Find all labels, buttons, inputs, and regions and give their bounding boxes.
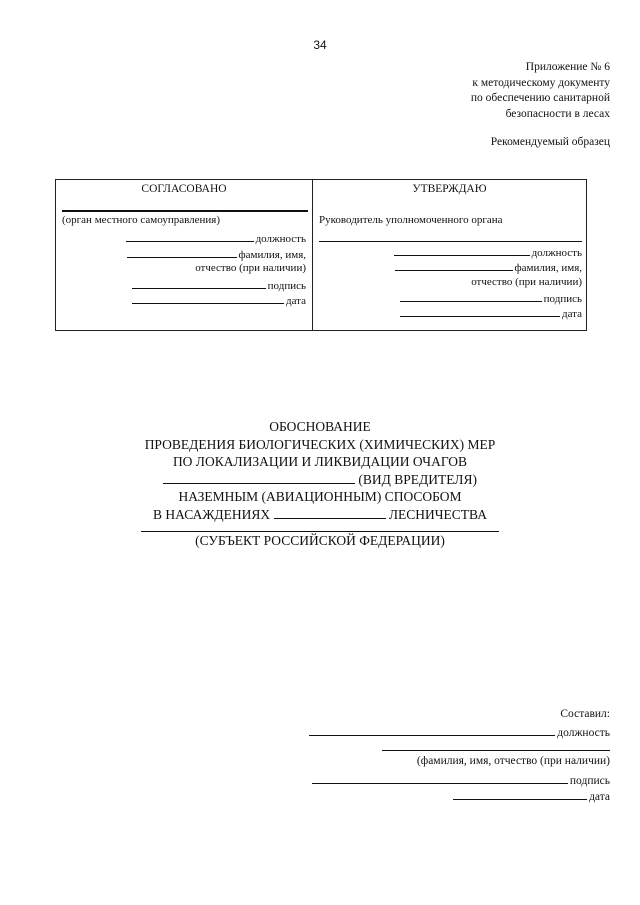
name-label: фамилия, имя, xyxy=(514,262,582,274)
forestry-suffix: ЛЕСНИЧЕСТВА xyxy=(388,506,487,522)
date-field xyxy=(453,789,610,803)
approved-column xyxy=(313,180,586,330)
page-number: 34 xyxy=(313,38,327,52)
name-label: фамилия, имя, xyxy=(238,249,306,261)
date-label: дата xyxy=(285,295,306,307)
title-line: ОБОСНОВАНИЕ xyxy=(269,419,371,434)
sample-label: Рекомендуемый образец xyxy=(490,136,610,148)
date-label: дата xyxy=(561,308,582,320)
pest-type-label: (ВИД ВРЕДИТЕЛЯ) xyxy=(358,471,477,487)
agreed-header: СОГЛАСОВАНО xyxy=(141,183,227,195)
forestry-line xyxy=(0,506,640,524)
org-caption: (орган местного самоуправления) xyxy=(62,214,221,226)
position-field xyxy=(309,725,610,739)
date-field xyxy=(132,293,306,307)
position-field xyxy=(126,231,306,245)
name-line xyxy=(382,750,610,751)
signature-field xyxy=(400,291,582,305)
signature-field xyxy=(132,278,306,292)
subject-blank-line xyxy=(141,523,499,532)
org-line xyxy=(62,210,308,212)
signature-field xyxy=(312,773,610,787)
appendix-line: Приложение № 6 xyxy=(525,61,610,73)
forestry-prefix: В НАСАЖДЕНИЯХ xyxy=(153,506,271,522)
title-line: НАЗЕМНЫМ (АВИАЦИОННЫМ) СПОСОБОМ xyxy=(178,489,462,504)
appendix-heading xyxy=(471,60,610,122)
name-label: (фамилия, имя, отчество (при наличии) xyxy=(416,755,610,767)
title-line: ПО ЛОКАЛИЗАЦИИ И ЛИКВИДАЦИИ ОЧАГОВ xyxy=(172,454,468,469)
name-label-cont: отчество (при наличии) xyxy=(471,276,582,288)
appendix-line: безопасности в лесах xyxy=(505,107,610,120)
head-line xyxy=(319,241,582,242)
head-caption: Руководитель уполномоченного органа xyxy=(319,214,503,226)
subject-label: (СУБЪЕКТ РОССИЙСКОЙ ФЕДЕРАЦИИ) xyxy=(195,533,445,548)
position-field xyxy=(394,245,582,259)
compiled-by-label: Составил: xyxy=(560,708,610,720)
signature-label: подпись xyxy=(569,775,610,787)
name-field xyxy=(127,247,306,261)
date-field xyxy=(400,306,582,320)
pest-type-line xyxy=(0,471,640,489)
name-label-cont: отчество (при наличии) xyxy=(195,262,306,274)
position-label: должность xyxy=(255,233,306,245)
signature-label: подпись xyxy=(543,293,582,305)
name-field xyxy=(395,260,582,274)
approved-header: УТВЕРЖДАЮ xyxy=(412,183,487,195)
title-line: ПРОВЕДЕНИЯ БИОЛОГИЧЕСКИХ (ХИМИЧЕСКИХ) МЕР xyxy=(144,436,496,452)
position-label: должность xyxy=(557,727,610,739)
date-label: дата xyxy=(589,791,610,803)
document-title xyxy=(0,418,640,550)
appendix-line: к методическому документу xyxy=(472,76,610,89)
signature-label: подпись xyxy=(267,280,306,292)
approval-table xyxy=(55,179,587,331)
position-label: должность xyxy=(531,247,582,259)
agreed-column xyxy=(56,180,313,330)
appendix-line: по обеспечению санитарной xyxy=(470,92,610,104)
